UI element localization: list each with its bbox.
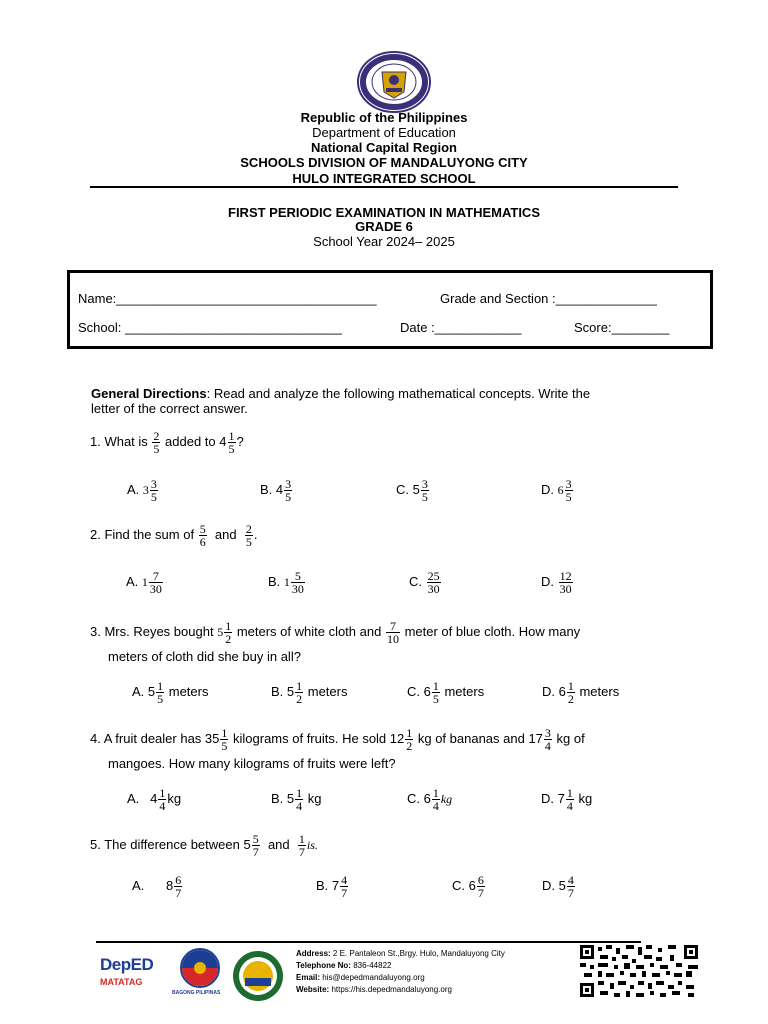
q3-option-d[interactable]: D. 6 $\frac{1}{2}$ meters (542, 679, 620, 706)
school-seal-icon (232, 950, 284, 1002)
q1-option-c[interactable]: C. 5 $\frac{3}{5}$ (396, 477, 428, 504)
directions-line1: General Directions: Read and analyze the following mathematical concepts. Write the (91, 386, 591, 401)
score-field[interactable]: Score:________ (574, 320, 670, 335)
question-3-line2: meters of cloth did she buy in all? (108, 649, 301, 664)
question-1: 1. What is $\frac{2}{5}$ added to 4 $\frac{1}{5}$ ? (90, 429, 244, 456)
directions-line2: letter of the correct answer. (91, 401, 248, 416)
date-field[interactable]: Date :____________ (400, 320, 522, 335)
republic-line: Republic of the Philippines (300, 110, 468, 125)
footer-divider (96, 941, 641, 943)
exam-title: FIRST PERIODIC EXAMINATION IN MATHEMATICS (228, 205, 540, 220)
school-year: School Year 2024– 2025 (313, 234, 455, 249)
q1-option-a[interactable]: A. 3 $\frac{3}{5}$ (127, 477, 157, 504)
q5-option-c[interactable]: C. 6 $\frac{6}{7}$ (452, 873, 484, 900)
student-info-box (67, 270, 713, 349)
question-4-line2: mangoes. How many kilograms of fruits were left? (108, 756, 396, 771)
q2-option-c[interactable]: C. $\frac{25}{30}$ (409, 569, 440, 596)
deped-seal-icon (356, 50, 432, 114)
matatag-wordmark: MATATAG (100, 977, 143, 987)
question-5: 5. The difference between 5 $\frac{5}{7}$ and $\frac{1}{7}$ is. (90, 832, 318, 859)
q5-option-b[interactable]: B. 7 $\frac{4}{7}$ (316, 873, 348, 900)
footer-phone: 836-44822 (353, 961, 392, 970)
deped-matatag-logo (100, 955, 162, 987)
question-4: 4. A fruit dealer has 35 $\frac{1}{5}$ kilograms of fruits. He sold 12 $\frac{1}{2}$ kg of bananas and 17 $\frac{3}{4}$ kg of (90, 726, 585, 753)
q4-option-b[interactable]: B. 5 $\frac{1}{4}$ kg (271, 786, 322, 813)
school-field[interactable]: School: ______________________________ (78, 320, 342, 335)
bagong-pilipinas-logo-icon (172, 948, 228, 990)
exam-grade: GRADE 6 (355, 219, 413, 234)
grade-section-field[interactable]: Grade and Section :______________ (440, 291, 657, 306)
q2-option-a[interactable]: A. 1 $\frac{7}{30}$ (126, 569, 162, 596)
name-field[interactable]: Name:____________________________________ (78, 291, 377, 306)
q3-option-b[interactable]: B. 5 $\frac{1}{2}$ meters (271, 679, 348, 706)
header-divider (90, 186, 678, 188)
q4-option-c[interactable]: C. 6 $\frac{1}{4}$ kg (407, 786, 453, 813)
q3-option-a[interactable]: A. 5 $\frac{1}{5}$ meters (132, 679, 209, 706)
q1-option-d[interactable]: D. 6 $\frac{3}{5}$ (541, 477, 572, 504)
q4-option-d[interactable]: D. 7 $\frac{1}{4}$ kg (541, 786, 593, 813)
footer-email[interactable]: his@depedmandaluyong.org (322, 973, 425, 982)
qr-code-icon (580, 945, 698, 997)
department-line: Department of Education (312, 125, 456, 140)
school-line: HULO INTEGRATED SCHOOL (292, 171, 476, 186)
q2-option-d[interactable]: D. $\frac{12}{30}$ (541, 569, 572, 596)
question-2: 2. Find the sum of $\frac{5}{6}$ and $\frac{2}{5}$ . (90, 522, 258, 549)
q1-option-b[interactable]: B. 4 $\frac{3}{5}$ (260, 477, 292, 504)
q2-option-b[interactable]: B. 1 $\frac{5}{30}$ (268, 569, 304, 596)
bagong-pilipinas-label: BAGONG PILIPINAS (172, 990, 221, 996)
q3-option-c[interactable]: C. 6 $\frac{1}{5}$ meters (407, 679, 485, 706)
question-3: 3. Mrs. Reyes bought 5 $\frac{1}{2}$ meters of white cloth and $\frac{7}{10}$ meter of blue cloth. How many (90, 619, 581, 646)
footer-website[interactable]: https://his.depedmandaluyong.org (331, 985, 452, 994)
footer-contact: Address: 2 E. Pantaleon St.,Brgy. Hulo, Mandaluyong City Telephone No: 836-44822 Email: his@depedmandaluyong.org Website: https://his.depedmandaluyong.org (296, 949, 505, 994)
q5-option-a[interactable]: A. 8 $\frac{6}{7}$ (132, 873, 182, 900)
footer-address: 2 E. Pantaleon St.,Brgy. Hulo, Mandaluyong City (332, 949, 505, 958)
region-line: National Capital Region (311, 140, 457, 155)
q5-option-d[interactable]: D. 5 $\frac{4}{7}$ (542, 873, 574, 900)
division-line: SCHOOLS DIVISION OF MANDALUYONG CITY (240, 155, 528, 170)
deped-wordmark: DepED (100, 955, 154, 974)
q4-option-a[interactable]: A. 4 $\frac{1}{4}$ kg (127, 786, 182, 813)
